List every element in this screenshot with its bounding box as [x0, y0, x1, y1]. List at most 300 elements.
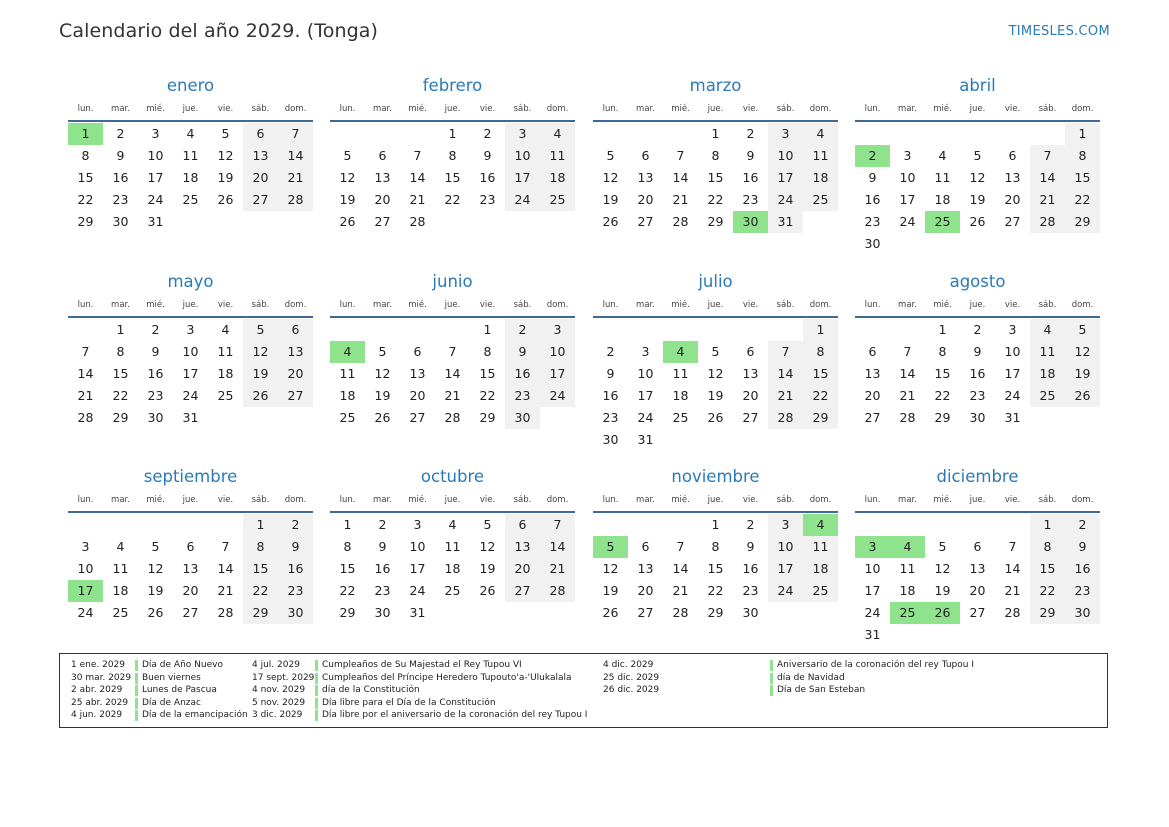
day-cell[interactable]: 1: [116, 322, 125, 337]
day-cell[interactable]: 3: [768, 514, 803, 536]
day-cell[interactable]: 19: [602, 192, 619, 207]
day-cell[interactable]: 14: [444, 366, 461, 381]
day-cell[interactable]: 24: [899, 214, 916, 229]
day-cell[interactable]: 22: [707, 192, 724, 207]
day-cell[interactable]: 13: [969, 561, 986, 576]
day-cell[interactable]: 10: [77, 561, 94, 576]
day-cell[interactable]: 27: [1004, 214, 1021, 229]
day-cell[interactable]: 24: [1004, 388, 1021, 403]
day-cell[interactable]: 17: [409, 561, 426, 576]
day-cell[interactable]: 19: [217, 170, 234, 185]
day-cell[interactable]: 9: [151, 344, 160, 359]
day-cell[interactable]: 28: [672, 605, 689, 620]
day-cell[interactable]: 26: [217, 192, 234, 207]
day-cell[interactable]: 4: [540, 123, 575, 145]
day-cell[interactable]: 23: [147, 388, 164, 403]
day-cell[interactable]: 9: [483, 148, 492, 163]
holiday-day-cell[interactable]: 17: [68, 580, 103, 602]
day-cell[interactable]: 26: [243, 385, 278, 407]
day-cell[interactable]: 15: [707, 170, 724, 185]
day-cell[interactable]: 9: [1065, 536, 1100, 558]
day-cell[interactable]: 8: [116, 344, 125, 359]
day-cell[interactable]: 25: [112, 605, 129, 620]
day-cell[interactable]: 22: [479, 388, 496, 403]
day-cell[interactable]: 29: [77, 214, 94, 229]
day-cell[interactable]: 20: [969, 583, 986, 598]
day-cell[interactable]: 11: [899, 561, 916, 576]
day-cell[interactable]: 26: [479, 583, 496, 598]
day-cell[interactable]: 17: [182, 366, 199, 381]
day-cell[interactable]: 4: [938, 148, 947, 163]
day-cell[interactable]: 14: [768, 363, 803, 385]
day-cell[interactable]: 18: [899, 583, 916, 598]
day-cell[interactable]: 26: [602, 605, 619, 620]
day-cell[interactable]: 18: [803, 558, 838, 580]
day-cell[interactable]: 15: [803, 363, 838, 385]
day-cell[interactable]: 23: [278, 580, 313, 602]
day-cell[interactable]: 25: [1030, 385, 1065, 407]
day-cell[interactable]: 14: [540, 536, 575, 558]
holiday-day-cell[interactable]: 5: [593, 536, 628, 558]
day-cell[interactable]: 31: [182, 410, 199, 425]
day-cell[interactable]: 26: [1065, 385, 1100, 407]
day-cell[interactable]: 10: [540, 341, 575, 363]
day-cell[interactable]: 12: [602, 561, 619, 576]
day-cell[interactable]: 5: [151, 539, 160, 554]
day-cell[interactable]: 11: [934, 170, 951, 185]
day-cell[interactable]: 16: [278, 558, 313, 580]
day-cell[interactable]: 21: [1004, 583, 1021, 598]
day-cell[interactable]: 25: [339, 410, 356, 425]
day-cell[interactable]: 5: [243, 319, 278, 341]
day-cell[interactable]: 21: [768, 385, 803, 407]
day-cell[interactable]: 25: [672, 410, 689, 425]
holiday-day-cell[interactable]: 4: [330, 341, 365, 363]
day-cell[interactable]: 7: [1008, 539, 1017, 554]
day-cell[interactable]: 22: [444, 192, 461, 207]
day-cell[interactable]: 21: [899, 388, 916, 403]
day-cell[interactable]: 6: [973, 539, 982, 554]
day-cell[interactable]: 3: [151, 126, 160, 141]
day-cell[interactable]: 18: [803, 167, 838, 189]
day-cell[interactable]: 4: [1030, 319, 1065, 341]
day-cell[interactable]: 15: [934, 366, 951, 381]
day-cell[interactable]: 5: [938, 539, 947, 554]
day-cell[interactable]: 8: [803, 341, 838, 363]
day-cell[interactable]: 10: [147, 148, 164, 163]
day-cell[interactable]: 28: [77, 410, 94, 425]
day-cell[interactable]: 26: [969, 214, 986, 229]
day-cell[interactable]: 12: [147, 561, 164, 576]
day-cell[interactable]: 10: [864, 561, 881, 576]
day-cell[interactable]: 26: [602, 214, 619, 229]
day-cell[interactable]: 12: [243, 341, 278, 363]
day-cell[interactable]: 19: [147, 583, 164, 598]
day-cell[interactable]: 18: [672, 388, 689, 403]
day-cell[interactable]: 15: [1030, 558, 1065, 580]
day-cell[interactable]: 11: [182, 148, 199, 163]
day-cell[interactable]: 27: [969, 605, 986, 620]
day-cell[interactable]: 28: [409, 214, 426, 229]
day-cell[interactable]: 4: [116, 539, 125, 554]
day-cell[interactable]: 31: [409, 605, 426, 620]
day-cell[interactable]: 26: [147, 605, 164, 620]
day-cell[interactable]: 8: [711, 539, 720, 554]
day-cell[interactable]: 19: [934, 583, 951, 598]
day-cell[interactable]: 25: [217, 388, 234, 403]
day-cell[interactable]: 11: [444, 539, 461, 554]
day-cell[interactable]: 20: [374, 192, 391, 207]
day-cell[interactable]: 2: [973, 322, 982, 337]
day-cell[interactable]: 4: [221, 322, 230, 337]
holiday-day-cell[interactable]: 25: [925, 211, 960, 233]
day-cell[interactable]: 27: [742, 410, 759, 425]
day-cell[interactable]: 14: [409, 170, 426, 185]
day-cell[interactable]: 27: [182, 605, 199, 620]
day-cell[interactable]: 30: [278, 602, 313, 624]
day-cell[interactable]: 9: [505, 341, 540, 363]
day-cell[interactable]: 8: [711, 148, 720, 163]
day-cell[interactable]: 24: [147, 192, 164, 207]
day-cell[interactable]: 27: [409, 410, 426, 425]
day-cell[interactable]: 5: [343, 148, 352, 163]
day-cell[interactable]: 31: [768, 211, 803, 233]
day-cell[interactable]: 22: [707, 583, 724, 598]
day-cell[interactable]: 20: [409, 388, 426, 403]
day-cell[interactable]: 29: [1065, 211, 1100, 233]
day-cell[interactable]: 30: [1065, 602, 1100, 624]
day-cell[interactable]: 6: [868, 344, 877, 359]
day-cell[interactable]: 17: [505, 167, 540, 189]
day-cell[interactable]: 21: [672, 583, 689, 598]
day-cell[interactable]: 27: [637, 605, 654, 620]
day-cell[interactable]: 14: [672, 170, 689, 185]
day-cell[interactable]: 30: [147, 410, 164, 425]
day-cell[interactable]: 5: [483, 517, 492, 532]
day-cell[interactable]: 11: [803, 536, 838, 558]
day-cell[interactable]: 3: [413, 517, 422, 532]
day-cell[interactable]: 1: [483, 322, 492, 337]
day-cell[interactable]: 14: [217, 561, 234, 576]
day-cell[interactable]: 20: [243, 167, 278, 189]
day-cell[interactable]: 8: [938, 344, 947, 359]
day-cell[interactable]: 11: [803, 145, 838, 167]
holiday-day-cell[interactable]: 30: [733, 211, 768, 233]
day-cell[interactable]: 31: [637, 432, 654, 447]
day-cell[interactable]: 17: [540, 363, 575, 385]
day-cell[interactable]: 9: [606, 366, 615, 381]
day-cell[interactable]: 17: [768, 558, 803, 580]
day-cell[interactable]: 5: [378, 344, 387, 359]
day-cell[interactable]: 12: [479, 539, 496, 554]
day-cell[interactable]: 23: [742, 583, 759, 598]
day-cell[interactable]: 14: [1030, 167, 1065, 189]
day-cell[interactable]: 22: [243, 580, 278, 602]
day-cell[interactable]: 28: [1030, 211, 1065, 233]
day-cell[interactable]: 8: [1030, 536, 1065, 558]
day-cell[interactable]: 26: [707, 410, 724, 425]
day-cell[interactable]: 16: [969, 366, 986, 381]
holiday-day-cell[interactable]: 26: [925, 602, 960, 624]
day-cell[interactable]: 30: [112, 214, 129, 229]
day-cell[interactable]: 7: [676, 539, 685, 554]
day-cell[interactable]: 1: [243, 514, 278, 536]
day-cell[interactable]: 11: [540, 145, 575, 167]
day-cell[interactable]: 19: [339, 192, 356, 207]
day-cell[interactable]: 7: [903, 344, 912, 359]
day-cell[interactable]: 17: [147, 170, 164, 185]
day-cell[interactable]: 29: [934, 410, 951, 425]
day-cell[interactable]: 6: [505, 514, 540, 536]
day-cell[interactable]: 6: [746, 344, 755, 359]
day-cell[interactable]: 29: [243, 602, 278, 624]
day-cell[interactable]: 23: [969, 388, 986, 403]
day-cell[interactable]: 18: [444, 561, 461, 576]
day-cell[interactable]: 20: [742, 388, 759, 403]
day-cell[interactable]: 6: [186, 539, 195, 554]
day-cell[interactable]: 11: [339, 366, 356, 381]
day-cell[interactable]: 26: [374, 410, 391, 425]
day-cell[interactable]: 2: [746, 517, 755, 532]
day-cell[interactable]: 15: [444, 170, 461, 185]
day-cell[interactable]: 13: [409, 366, 426, 381]
day-cell[interactable]: 3: [641, 344, 650, 359]
day-cell[interactable]: 18: [540, 167, 575, 189]
day-cell[interactable]: 7: [768, 341, 803, 363]
day-cell[interactable]: 23: [374, 583, 391, 598]
day-cell[interactable]: 2: [116, 126, 125, 141]
day-cell[interactable]: 8: [483, 344, 492, 359]
day-cell[interactable]: 25: [182, 192, 199, 207]
day-cell[interactable]: 23: [602, 410, 619, 425]
day-cell[interactable]: 16: [742, 561, 759, 576]
holiday-day-cell[interactable]: 25: [890, 602, 925, 624]
day-cell[interactable]: 10: [505, 145, 540, 167]
day-cell[interactable]: 30: [864, 236, 881, 251]
day-cell[interactable]: 13: [278, 341, 313, 363]
day-cell[interactable]: 29: [479, 410, 496, 425]
holiday-day-cell[interactable]: 3: [855, 536, 890, 558]
day-cell[interactable]: 5: [711, 344, 720, 359]
day-cell[interactable]: 18: [1030, 363, 1065, 385]
day-cell[interactable]: 29: [707, 605, 724, 620]
day-cell[interactable]: 6: [641, 539, 650, 554]
day-cell[interactable]: 13: [864, 366, 881, 381]
day-cell[interactable]: 30: [969, 410, 986, 425]
day-cell[interactable]: 13: [637, 561, 654, 576]
day-cell[interactable]: 12: [1065, 341, 1100, 363]
day-cell[interactable]: 21: [217, 583, 234, 598]
day-cell[interactable]: 4: [448, 517, 457, 532]
day-cell[interactable]: 30: [505, 407, 540, 429]
day-cell[interactable]: 15: [479, 366, 496, 381]
day-cell[interactable]: 6: [278, 319, 313, 341]
day-cell[interactable]: 16: [479, 170, 496, 185]
day-cell[interactable]: 20: [505, 558, 540, 580]
day-cell[interactable]: 21: [1030, 189, 1065, 211]
day-cell[interactable]: 3: [768, 123, 803, 145]
day-cell[interactable]: 27: [637, 214, 654, 229]
day-cell[interactable]: 10: [768, 145, 803, 167]
day-cell[interactable]: 12: [217, 148, 234, 163]
day-cell[interactable]: 6: [413, 344, 422, 359]
day-cell[interactable]: 28: [444, 410, 461, 425]
day-cell[interactable]: 22: [803, 385, 838, 407]
day-cell[interactable]: 27: [278, 385, 313, 407]
day-cell[interactable]: 2: [278, 514, 313, 536]
day-cell[interactable]: 28: [768, 407, 803, 429]
day-cell[interactable]: 9: [278, 536, 313, 558]
day-cell[interactable]: 20: [864, 388, 881, 403]
day-cell[interactable]: 3: [1008, 322, 1017, 337]
day-cell[interactable]: 7: [448, 344, 457, 359]
day-cell[interactable]: 16: [374, 561, 391, 576]
day-cell[interactable]: 1: [448, 126, 457, 141]
day-cell[interactable]: 17: [899, 192, 916, 207]
day-cell[interactable]: 2: [378, 517, 387, 532]
day-cell[interactable]: 7: [278, 123, 313, 145]
day-cell[interactable]: 16: [505, 363, 540, 385]
day-cell[interactable]: 14: [77, 366, 94, 381]
day-cell[interactable]: 13: [1004, 170, 1021, 185]
day-cell[interactable]: 30: [374, 605, 391, 620]
day-cell[interactable]: 20: [182, 583, 199, 598]
day-cell[interactable]: 9: [868, 170, 877, 185]
day-cell[interactable]: 4: [186, 126, 195, 141]
day-cell[interactable]: 21: [672, 192, 689, 207]
day-cell[interactable]: 10: [899, 170, 916, 185]
day-cell[interactable]: 18: [339, 388, 356, 403]
holiday-day-cell[interactable]: 4: [890, 536, 925, 558]
day-cell[interactable]: 1: [1065, 123, 1100, 145]
day-cell[interactable]: 2: [505, 319, 540, 341]
day-cell[interactable]: 18: [112, 583, 129, 598]
day-cell[interactable]: 29: [112, 410, 129, 425]
day-cell[interactable]: 21: [77, 388, 94, 403]
day-cell[interactable]: 31: [1004, 410, 1021, 425]
day-cell[interactable]: 12: [934, 561, 951, 576]
day-cell[interactable]: 2: [151, 322, 160, 337]
day-cell[interactable]: 15: [707, 561, 724, 576]
day-cell[interactable]: 28: [217, 605, 234, 620]
day-cell[interactable]: 13: [637, 170, 654, 185]
day-cell[interactable]: 19: [243, 363, 278, 385]
day-cell[interactable]: 31: [864, 627, 881, 642]
day-cell[interactable]: 7: [676, 148, 685, 163]
day-cell[interactable]: 3: [81, 539, 90, 554]
day-cell[interactable]: 19: [602, 583, 619, 598]
day-cell[interactable]: 16: [864, 192, 881, 207]
day-cell[interactable]: 24: [77, 605, 94, 620]
day-cell[interactable]: 27: [505, 580, 540, 602]
day-cell[interactable]: 19: [969, 192, 986, 207]
day-cell[interactable]: 25: [803, 189, 838, 211]
day-cell[interactable]: 24: [637, 410, 654, 425]
day-cell[interactable]: 20: [1004, 192, 1021, 207]
day-cell[interactable]: 14: [278, 145, 313, 167]
day-cell[interactable]: 23: [112, 192, 129, 207]
day-cell[interactable]: 8: [81, 148, 90, 163]
day-cell[interactable]: 30: [602, 432, 619, 447]
day-cell[interactable]: 22: [339, 583, 356, 598]
day-cell[interactable]: 16: [147, 366, 164, 381]
day-cell[interactable]: 10: [637, 366, 654, 381]
day-cell[interactable]: 1: [343, 517, 352, 532]
holiday-day-cell[interactable]: 4: [663, 341, 698, 363]
day-cell[interactable]: 24: [182, 388, 199, 403]
day-cell[interactable]: 24: [540, 385, 575, 407]
day-cell[interactable]: 28: [540, 580, 575, 602]
day-cell[interactable]: 17: [864, 583, 881, 598]
day-cell[interactable]: 23: [479, 192, 496, 207]
day-cell[interactable]: 17: [1004, 366, 1021, 381]
day-cell[interactable]: 13: [182, 561, 199, 576]
day-cell[interactable]: 14: [899, 366, 916, 381]
day-cell[interactable]: 13: [505, 536, 540, 558]
day-cell[interactable]: 29: [1030, 602, 1065, 624]
day-cell[interactable]: 3: [903, 148, 912, 163]
day-cell[interactable]: 20: [637, 192, 654, 207]
day-cell[interactable]: 23: [505, 385, 540, 407]
day-cell[interactable]: 8: [448, 148, 457, 163]
day-cell[interactable]: 10: [768, 536, 803, 558]
day-cell[interactable]: 24: [409, 583, 426, 598]
day-cell[interactable]: 12: [707, 366, 724, 381]
day-cell[interactable]: 27: [864, 410, 881, 425]
day-cell[interactable]: 28: [899, 410, 916, 425]
day-cell[interactable]: 8: [1065, 145, 1100, 167]
day-cell[interactable]: 6: [378, 148, 387, 163]
day-cell[interactable]: 19: [479, 561, 496, 576]
day-cell[interactable]: 2: [1065, 514, 1100, 536]
day-cell[interactable]: 15: [1065, 167, 1100, 189]
day-cell[interactable]: 12: [969, 170, 986, 185]
day-cell[interactable]: 16: [112, 170, 129, 185]
day-cell[interactable]: 28: [672, 214, 689, 229]
holiday-day-cell[interactable]: 1: [68, 123, 103, 145]
day-cell[interactable]: 13: [374, 170, 391, 185]
day-cell[interactable]: 9: [116, 148, 125, 163]
day-cell[interactable]: 20: [278, 363, 313, 385]
day-cell[interactable]: 6: [243, 123, 278, 145]
day-cell[interactable]: 21: [444, 388, 461, 403]
day-cell[interactable]: 30: [742, 605, 759, 620]
day-cell[interactable]: 21: [540, 558, 575, 580]
day-cell[interactable]: 25: [444, 583, 461, 598]
day-cell[interactable]: 23: [864, 214, 881, 229]
day-cell[interactable]: 21: [409, 192, 426, 207]
day-cell[interactable]: 17: [768, 167, 803, 189]
day-cell[interactable]: 11: [1030, 341, 1065, 363]
day-cell[interactable]: 25: [803, 580, 838, 602]
day-cell[interactable]: 22: [1065, 189, 1100, 211]
day-cell[interactable]: 24: [505, 189, 540, 211]
day-cell[interactable]: 6: [641, 148, 650, 163]
day-cell[interactable]: 19: [707, 388, 724, 403]
day-cell[interactable]: 11: [672, 366, 689, 381]
day-cell[interactable]: 7: [221, 539, 230, 554]
day-cell[interactable]: 8: [243, 536, 278, 558]
day-cell[interactable]: 16: [1065, 558, 1100, 580]
day-cell[interactable]: 29: [707, 214, 724, 229]
day-cell[interactable]: 29: [803, 407, 838, 429]
day-cell[interactable]: 1: [1030, 514, 1065, 536]
day-cell[interactable]: 16: [602, 388, 619, 403]
day-cell[interactable]: 3: [186, 322, 195, 337]
day-cell[interactable]: 7: [540, 514, 575, 536]
day-cell[interactable]: 4: [803, 123, 838, 145]
holiday-day-cell[interactable]: 2: [855, 145, 890, 167]
